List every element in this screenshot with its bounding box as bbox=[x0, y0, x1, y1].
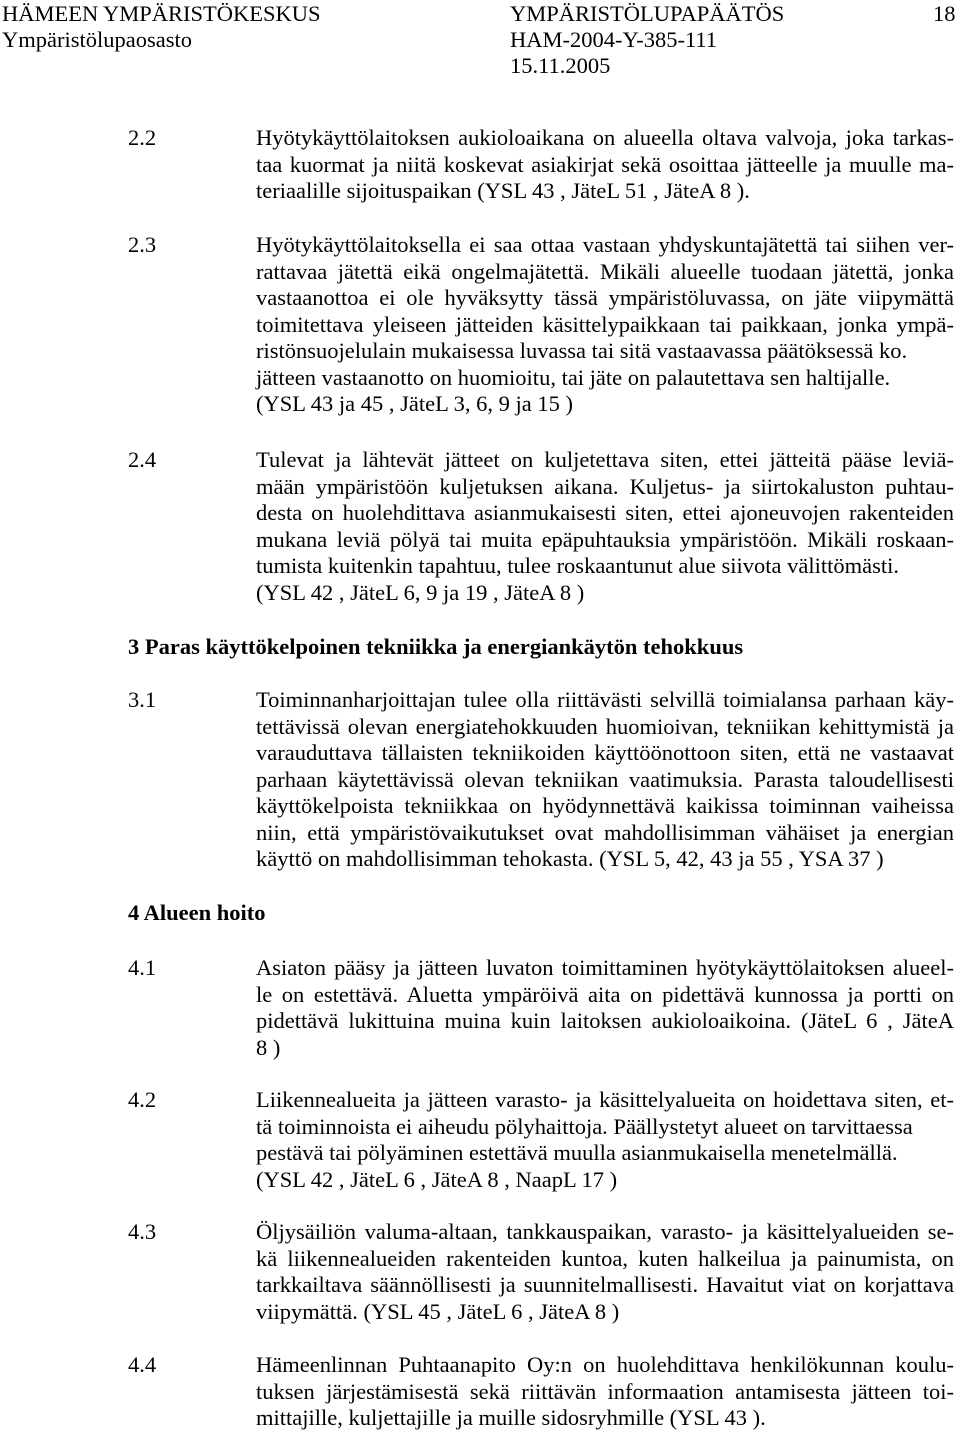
clause-number: 2.4 bbox=[128, 447, 157, 472]
clause-line: (YSL 42 , JäteL 6, 9 ja 19 , JäteA 8 ) bbox=[256, 579, 585, 605]
department-name: Ympäristölupaosasto bbox=[2, 27, 192, 52]
clause-line: tarkkailtava säännöllisesti ja suunnitelmallisesti. Havaitut viat on korjattava bbox=[256, 1272, 954, 1297]
clause-text bbox=[256, 1352, 954, 1432]
clause-line: pidettävä lukittuina muina kuin laitoksen aukioloaikoina. (JäteL 6 , JäteA bbox=[256, 1008, 954, 1033]
clause-line: käyttökelpoista tekniikkaa on hyödynnettävä kaikissa toiminnan vaiheissa bbox=[256, 793, 954, 818]
clause-2-2 bbox=[128, 125, 954, 205]
clause-number: 4.3 bbox=[128, 1219, 157, 1244]
clause-4-2 bbox=[128, 1087, 954, 1193]
clause-line: Hyötykäyttölaitoksen aukioloaikana on alueella oltava valvoja, joka tarkas- bbox=[256, 125, 954, 150]
clause-line: taa kuormat ja niitä koskevat asiakirjat sekä osoittaa jätteelle ja muulle ma- bbox=[256, 151, 954, 177]
clause-line: tuksen järjestämisestä sekä riittävän informaation antamisesta jätteen toi- bbox=[256, 1378, 954, 1404]
decision-date: 15.11.2005 bbox=[510, 53, 611, 78]
clause-line: vastaanottoa ei ole hyväksytty tässä ympäristöluvassa, on jäte viipymättä bbox=[256, 285, 954, 310]
reference-number: HAM-2004-Y-385-111 bbox=[510, 27, 718, 52]
clause-4-1 bbox=[128, 955, 954, 1061]
clause-line: tä toiminnoista ei aiheudu pölyhaittoja. Päällystetyt alueet on tarvittaessa bbox=[256, 1113, 913, 1139]
clause-line: varauduttava tällaisten tekniikoiden käyttöönottoon siten, että ne vastaavat bbox=[256, 740, 954, 765]
clause-line: viipymättä. (YSL 45 , JäteL 6 , JäteA 8 ) bbox=[256, 1298, 620, 1324]
clause-number: 4.2 bbox=[128, 1087, 157, 1112]
clause-number: 4.4 bbox=[128, 1352, 157, 1377]
clause-line: Öljysäiliön valuma-altaan, tankkauspaikan, varasto- ja käsittelyalueiden se- bbox=[256, 1219, 954, 1244]
clause-line: mittajille, kuljettajille ja muille sidosryhmille (YSL 43 ). bbox=[256, 1405, 766, 1430]
clause-text bbox=[256, 1087, 954, 1193]
clause-text bbox=[256, 125, 954, 205]
clause-line: 8 ) bbox=[256, 1034, 281, 1060]
clause-line: käyttö on mahdollisimman tehokasta. (YSL 5, 42, 43 ja 55 , YSA 37 ) bbox=[256, 846, 884, 871]
clause-line: le on estettävä. Aluetta ympäröivä aita on pidettävä kunnossa ja portti on bbox=[256, 981, 954, 1007]
clause-line: Asiaton pääsy ja jätteen luvaton toimittaminen hyötykäyttölaitoksen alueel- bbox=[256, 955, 954, 980]
clause-number: 3.1 bbox=[128, 687, 157, 712]
clause-line: kä liikennealueiden rakenteiden kuntoa, kuten halkeilua ja painumista, on bbox=[256, 1245, 954, 1271]
clause-number: 4.1 bbox=[128, 955, 157, 980]
clause-line: pestävä tai pölyäminen estettävä muulla asianmukaisella menetelmällä. bbox=[256, 1140, 898, 1165]
clause-line: Liikennealueita ja jätteen varasto- ja käsittelyalueita on hoidettava siten, et- bbox=[256, 1087, 954, 1112]
clause-line: (YSL 42 , JäteL 6 , JäteA 8 , NaapL 17 ) bbox=[256, 1166, 618, 1192]
section-heading: 4 Alueen hoito bbox=[128, 900, 266, 925]
clause-line: (YSL 43 ja 45 , JäteL 3, 6, 9 ja 15 ) bbox=[256, 391, 574, 416]
clause-2-3 bbox=[128, 232, 954, 418]
clause-line: desta on huolehdittava asianmukaisesti siten, ettei ajoneuvojen rakenteiden bbox=[256, 500, 954, 525]
clause-line: Hämeenlinnan Puhtaanapito Oy:n on huolehdittava henkilökunnan koulu- bbox=[256, 1352, 954, 1377]
organization-name: HÄMEEN YMPÄRISTÖKESKUS bbox=[2, 1, 321, 26]
clause-4-4 bbox=[128, 1352, 954, 1432]
clause-text bbox=[256, 955, 954, 1061]
page-number: 18 bbox=[933, 1, 956, 26]
clause-number: 2.2 bbox=[128, 125, 157, 150]
clause-line: parhaan käytettävissä olevan tekniikan vaatimuksia. Parasta taloudellisesti bbox=[256, 766, 954, 792]
section-heading: 3 Paras käyttökelpoinen tekniikka ja energiankäytön tehokkuus bbox=[128, 634, 744, 659]
clause-line: jätteen vastaanotto on huomioitu, tai jäte on palautettava sen haltijalle. bbox=[256, 364, 891, 390]
clause-line: rattavaa jätettä eikä ongelmajätettä. Mikäli alueelle tuodaan jätettä, jonka bbox=[256, 258, 954, 284]
clause-line: teriaalille sijoituspaikan (YSL 43 , JäteL 51 , JäteA 8 ). bbox=[256, 178, 750, 203]
clause-text bbox=[256, 1219, 954, 1325]
clause-2-4 bbox=[128, 447, 954, 606]
document-type: YMPÄRISTÖLUPAPÄÄTÖS bbox=[510, 1, 785, 26]
clause-number: 2.3 bbox=[128, 232, 157, 257]
clause-4-3 bbox=[128, 1219, 954, 1325]
clause-line: mukana leviä pölyä tai muita epäpuhtauksia ympäristöön. Mikäli roskaan- bbox=[256, 526, 954, 552]
clause-line: ristönsuojelulain mukaisessa luvassa tai sitä vastaavassa päätöksessä ko. bbox=[256, 338, 908, 363]
clause-line: niin, että ympäristövaikutukset ovat mahdollisimman vähäiset ja energian bbox=[256, 819, 954, 845]
clause-3-1 bbox=[128, 687, 954, 873]
clause-line: tumista kuitenkin tapahtuu, tulee roskaantunut alue siivota välittömästi. bbox=[256, 553, 899, 578]
clause-line: Tulevat ja lähtevät jätteet on kuljetettava siten, ettei jätteitä pääse leviä- bbox=[256, 447, 954, 472]
clause-text bbox=[256, 687, 954, 873]
clause-text bbox=[256, 447, 954, 606]
clause-line: Hyötykäyttölaitoksella ei saa ottaa vastaan yhdyskuntajätettä tai siihen ver- bbox=[256, 232, 954, 257]
clause-line: toimitettava yleiseen jätteiden käsittelypaikkaan tai paikkaan, jonka ympä- bbox=[256, 311, 954, 337]
clause-line: tettävissä olevan energiatehokkuuden huomioivan, tekniikan kehittymistä ja bbox=[256, 713, 954, 739]
clause-line: Toiminnanharjoittajan tulee olla riittävästi selvillä toimialansa parhaan käy- bbox=[256, 687, 954, 712]
clause-text bbox=[256, 232, 954, 418]
clause-line: mään ympäristöön kuljetuksen aikana. Kuljetus- ja siirtokaluston puhtau- bbox=[256, 473, 954, 499]
